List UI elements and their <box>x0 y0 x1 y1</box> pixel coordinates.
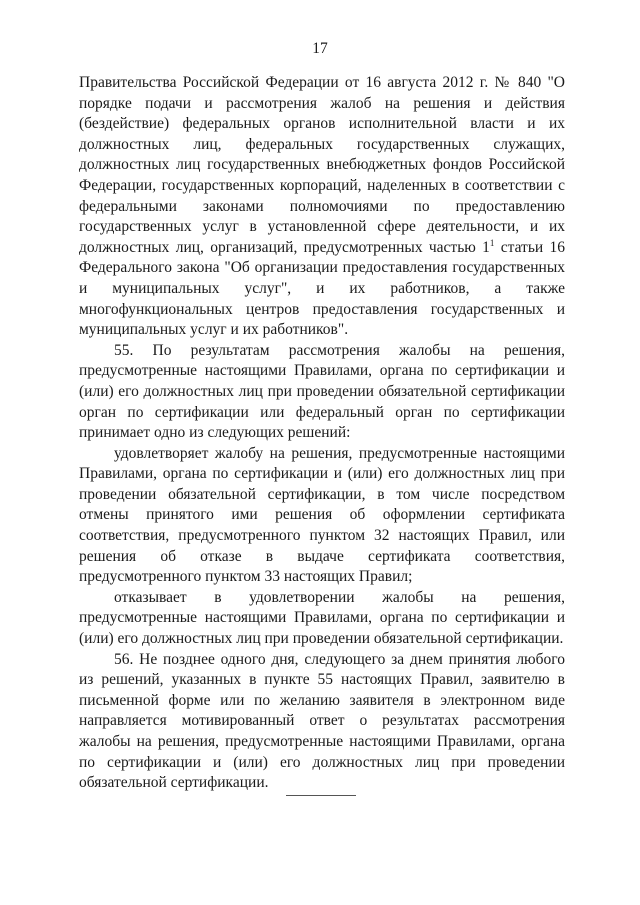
paragraph-55: 55. По результатам рассмотрения жалобы на решения, предусмотренные настоящими Правилами, органа по сертификации и (или) его должностных лиц при проведении обязательной сертификации орган по сертификации или федеральный орган по сертификации принимает одно из следующих решений: <box>79 341 565 442</box>
paragraph-continuation <box>79 73 565 341</box>
paragraph-text: Правительства Российской Федерации от 16 августа 2012 г. № 840 "О порядке подачи и рассмотрения жалоб на решения и действия (бездействие) федеральных органов исполнительной власти и их должностных лиц, федеральных государственных служащих, должностных лиц государственных внебюджетных фондов Российской Федерации, государственных корпораций, наделенных в соответствии с федеральными законами полномочиями по предоставлению государственных услуг в установленной сфере деятельности, и их должностных лиц, организаций, предусмотренных частью 1 <box>79 74 565 256</box>
paragraph-text: статьи 16 Федерального закона "Об организации предоставления государственных и муниципальных услуг", и их работников, а также многофункциональных центров предоставления государственных и муниципальных услуг и их работников". <box>79 238 565 339</box>
document-body <box>79 73 565 794</box>
closing-divider <box>286 795 356 796</box>
footnote-superscript: 1 <box>489 237 495 248</box>
paragraph-decision-satisfy: удовлетворяет жалобу на решения, предусмотренные настоящими Правилами, органа по сертификации и (или) его должностных лиц при проведении обязательной сертификации, в том числе посредством отмены принятого ими решения об оформлении сертификата соответствия, предусмотренного пунктом 32 настоящих Правил, или решения об отказе в выдаче сертификата соответствия, предусмотренного пунктом 33 настоящих Правил; <box>79 444 565 586</box>
paragraph-56: 56. Не позднее одного дня, следующего за днем принятия любого из решений, указанных в пункте 55 настоящих Правил, заявителю в письменной форме или по желанию заявителя в электронном виде направляется мотивированный ответ о результатах рассмотрения жалобы на решения, предусмотренные настоящими Правилами, органа по сертификации и (или) его должностных лиц при проведении обязательной сертификации. <box>79 650 565 792</box>
paragraph-decision-refuse: отказывает в удовлетворении жалобы на решения, предусмотренные настоящими Правилами, органа по сертификации и (или) его должностных лиц при проведении обязательной сертификации. <box>79 588 565 648</box>
page-number: 17 <box>312 40 328 57</box>
